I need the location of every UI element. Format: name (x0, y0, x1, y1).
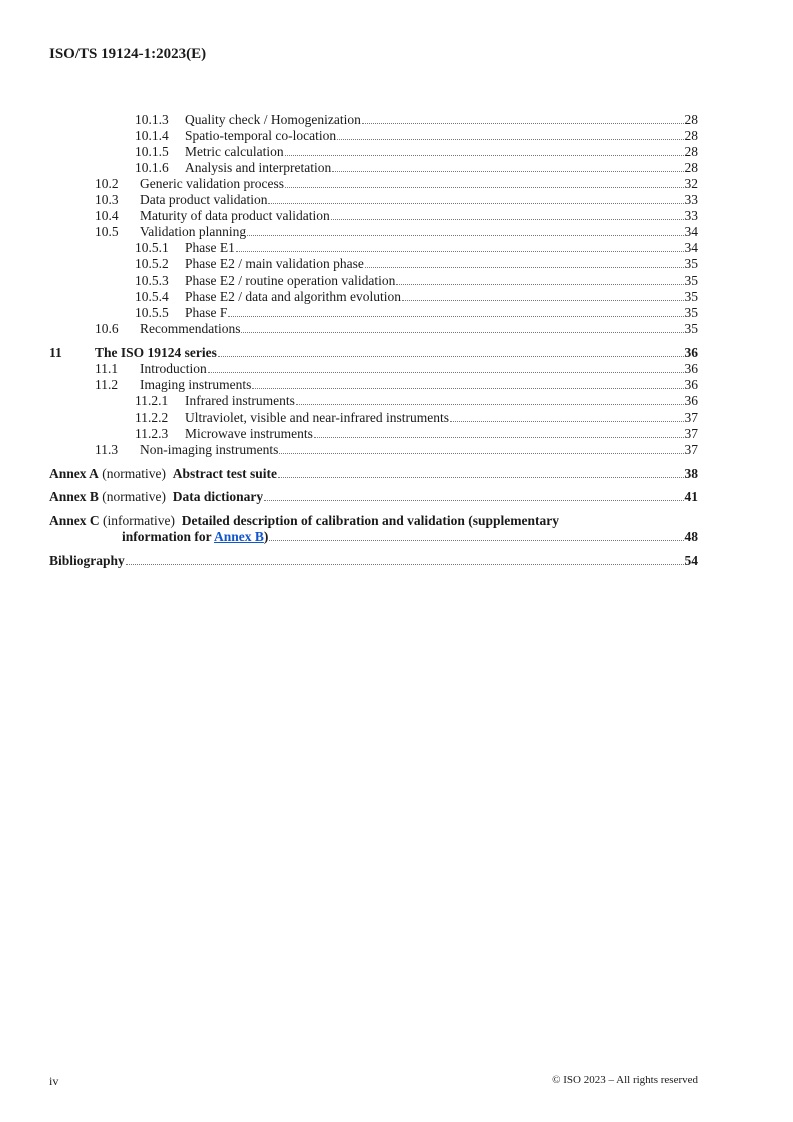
section-title: Analysis and interpretation (185, 160, 332, 175)
section-number: 10.5.2 (135, 256, 169, 271)
annex-label: Annex C (49, 513, 100, 528)
section-number: 10.5.5 (135, 305, 169, 320)
toc-annex-a[interactable] (49, 466, 698, 482)
toc-entry[interactable] (135, 144, 698, 160)
annex-title-cont: information for (122, 529, 214, 544)
section-number: 11.2.1 (135, 393, 169, 408)
section-title: Maturity of data product validation (140, 208, 330, 223)
section-title: Microwave instruments (185, 426, 313, 441)
annex-title-end: ) (263, 529, 269, 544)
toc-entry[interactable] (95, 361, 698, 377)
dot-leader (269, 540, 683, 541)
section-number: 11.2.3 (135, 426, 169, 441)
dot-leader (402, 300, 684, 301)
section-title: Phase E1 (185, 240, 235, 255)
dot-leader (285, 155, 684, 156)
section-title: Recommendations (140, 321, 241, 336)
section-number: 10.1.5 (135, 144, 169, 159)
page-number: 35 (684, 305, 698, 320)
section-number: 10.1.4 (135, 128, 169, 143)
dot-leader (337, 139, 683, 140)
footer-page-number: iv (49, 1074, 59, 1088)
section-number: 11.1 (95, 361, 119, 376)
dot-leader (279, 453, 683, 454)
dot-leader (332, 171, 683, 172)
section-title: Infrared instruments (185, 393, 295, 408)
toc-entry[interactable] (95, 224, 698, 240)
dot-leader (228, 316, 683, 317)
section-title: Imaging instruments (140, 377, 252, 392)
dot-leader (285, 187, 684, 188)
bibliography-title: Bibliography (49, 553, 125, 568)
dot-leader (278, 477, 684, 478)
dot-leader (314, 437, 684, 438)
toc-entry[interactable] (135, 289, 698, 305)
annex-kind: (normative) (102, 466, 166, 481)
dot-leader (247, 235, 683, 236)
dot-leader (218, 356, 684, 357)
section-number: 10.5.3 (135, 273, 169, 288)
section-number: 11.2.2 (135, 410, 169, 425)
section-title: Phase E2 / routine operation validation (185, 273, 396, 288)
toc-entry[interactable] (95, 321, 698, 337)
section-number: 10.1.3 (135, 112, 169, 127)
section-number: 10.4 (95, 208, 119, 223)
section-title: Spatio-temporal co-location (185, 128, 337, 143)
annex-b-link[interactable]: Annex B (214, 529, 264, 544)
section-title: Ultraviolet, visible and near-infrared instruments (185, 410, 450, 425)
section-number: 10.5.1 (135, 240, 169, 255)
page-number: 28 (684, 160, 698, 175)
section-number: 11 (49, 345, 62, 360)
page-number: 28 (684, 144, 698, 159)
section-title: Phase E2 / data and algorithm evolution (185, 289, 401, 304)
toc-entry[interactable] (95, 208, 698, 224)
toc-entry[interactable] (135, 305, 698, 321)
section-title: Introduction (140, 361, 207, 376)
toc-annex-c-line1[interactable] (49, 513, 698, 529)
toc-entry[interactable] (95, 176, 698, 192)
toc-bibliography[interactable] (49, 553, 698, 569)
dot-leader (208, 372, 684, 373)
annex-title: Detailed description of calibration and validation (supplementary (181, 513, 560, 528)
toc-entry[interactable] (135, 128, 698, 144)
page-number: 28 (684, 128, 698, 143)
annex-label: Annex A (49, 466, 99, 481)
toc-entry[interactable] (135, 240, 698, 256)
page-number: 35 (684, 289, 698, 304)
dot-leader (362, 123, 684, 124)
toc-entry[interactable] (95, 192, 698, 208)
section-title: Validation planning (140, 224, 247, 239)
document-id-header: ISO/TS 19124-1:2023(E) (49, 46, 207, 62)
toc-annex-b[interactable] (49, 489, 698, 505)
annex-title: Abstract test suite (172, 466, 277, 481)
dot-leader (268, 203, 683, 204)
dot-leader (264, 500, 683, 501)
section-title: Data product validation (140, 192, 268, 207)
page-number: 33 (684, 208, 698, 223)
section-title: Quality check / Homogenization (185, 112, 361, 127)
section-number: 11.2 (95, 377, 119, 392)
toc-entry[interactable] (135, 393, 698, 409)
dot-leader (252, 388, 683, 389)
page-number: 33 (684, 192, 698, 207)
toc-entry[interactable] (135, 160, 698, 176)
page-number: 37 (684, 442, 698, 457)
dot-leader (450, 421, 683, 422)
section-title: The ISO 19124 series (95, 345, 217, 360)
annex-kind: (informative) (103, 513, 175, 528)
toc-entry[interactable] (135, 273, 698, 289)
dot-leader (365, 267, 684, 268)
dot-leader (126, 564, 684, 565)
page-number: 34 (684, 224, 698, 239)
page-number: 54 (684, 553, 698, 568)
toc-entry[interactable] (135, 112, 698, 128)
page-number: 37 (684, 426, 698, 441)
page-number: 41 (684, 489, 698, 504)
section-title: Generic validation process (140, 176, 284, 191)
toc-entry[interactable] (95, 377, 698, 393)
section-number: 10.3 (95, 192, 119, 207)
page-number: 35 (684, 256, 698, 271)
page-number: 35 (684, 321, 698, 336)
section-number: 10.5.4 (135, 289, 169, 304)
page-number: 37 (684, 410, 698, 425)
page-number: 48 (684, 529, 698, 544)
page-number: 36 (684, 377, 698, 392)
dot-leader (236, 251, 684, 252)
page-number: 32 (684, 176, 698, 191)
dot-leader (331, 219, 684, 220)
page-number: 35 (684, 273, 698, 288)
annex-label: Annex B (49, 489, 99, 504)
section-title: Phase F (185, 305, 228, 320)
section-number: 11.3 (95, 442, 119, 457)
toc-entry[interactable] (49, 345, 698, 361)
page-number: 28 (684, 112, 698, 127)
toc-entry[interactable] (135, 410, 698, 426)
section-title: Metric calculation (185, 144, 284, 159)
toc-entry[interactable] (135, 426, 698, 442)
page-number: 36 (684, 345, 698, 360)
section-number: 10.1.6 (135, 160, 169, 175)
dot-leader (296, 404, 684, 405)
footer-copyright: © ISO 2023 – All rights reserved (552, 1074, 698, 1086)
toc-entry[interactable] (135, 256, 698, 272)
toc-annex-c-line2[interactable] (122, 529, 698, 545)
page-number: 38 (684, 466, 698, 481)
toc-entry[interactable] (95, 442, 698, 458)
section-title: Phase E2 / main validation phase (185, 256, 364, 271)
section-number: 10.2 (95, 176, 119, 191)
dot-leader (396, 284, 683, 285)
dot-leader (241, 332, 683, 333)
page-number: 36 (684, 361, 698, 376)
section-title: Non-imaging instruments (140, 442, 279, 457)
page-number: 34 (684, 240, 698, 255)
annex-kind: (normative) (102, 489, 166, 504)
annex-title: Data dictionary (172, 489, 264, 504)
section-number: 10.5 (95, 224, 119, 239)
page-number: 36 (684, 393, 698, 408)
section-number: 10.6 (95, 321, 119, 336)
